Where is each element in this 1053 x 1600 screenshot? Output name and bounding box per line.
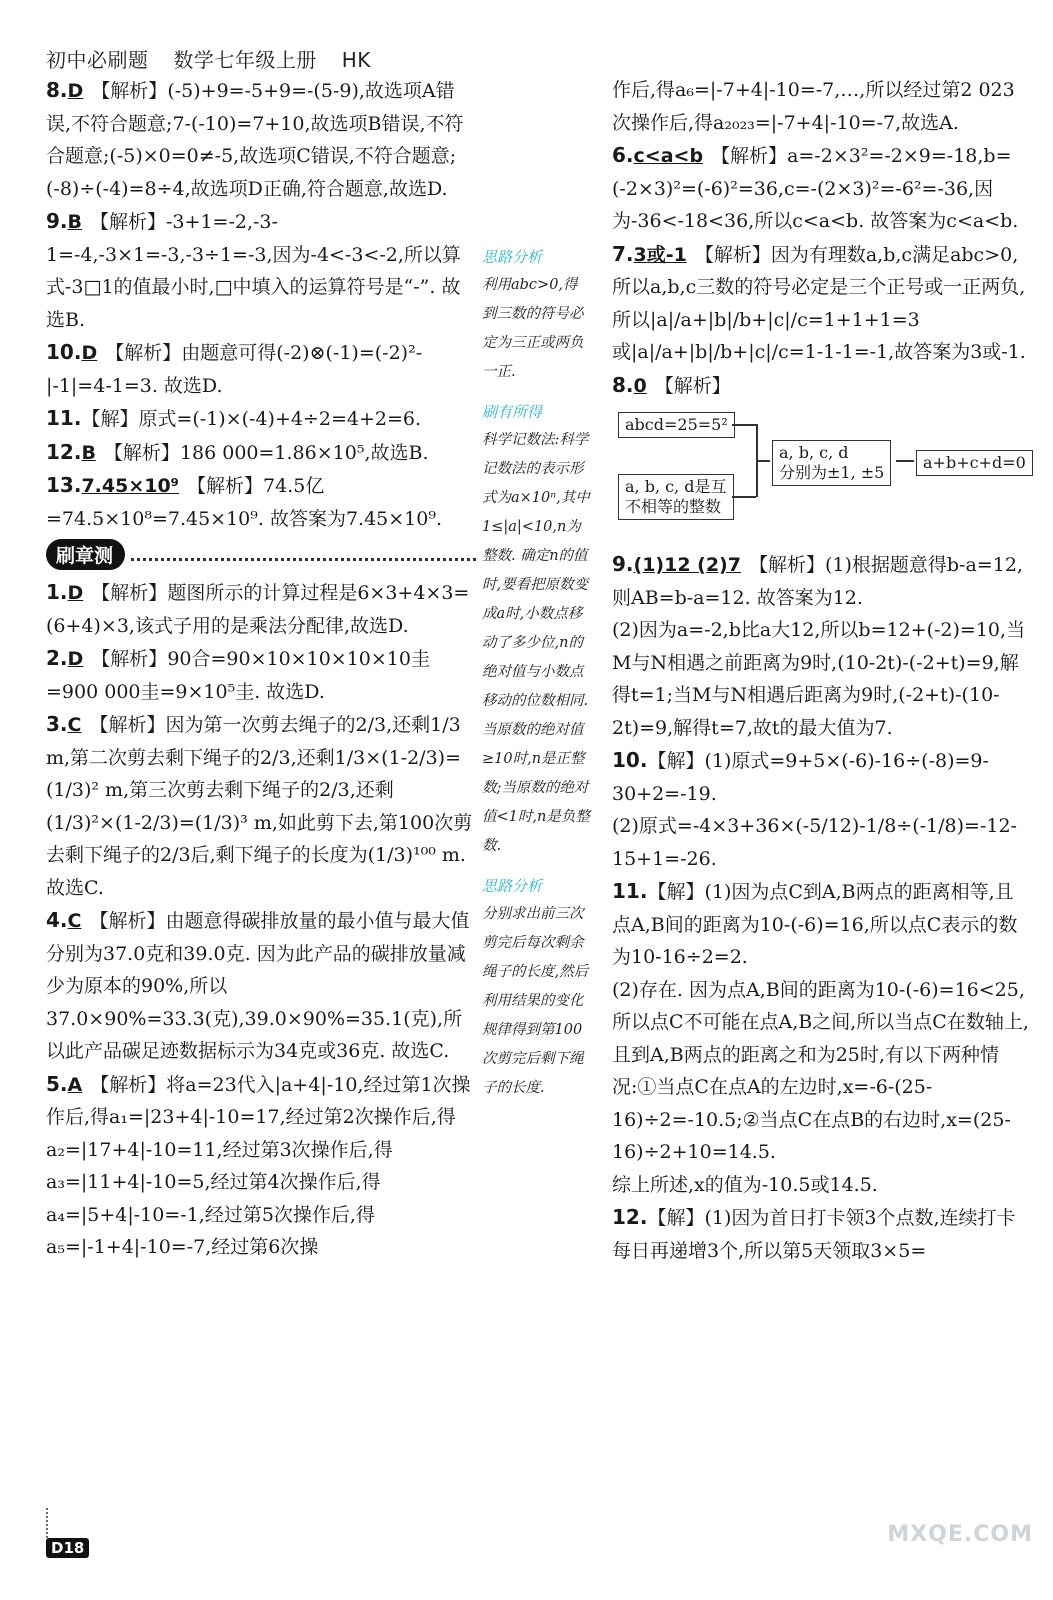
flow-text: a, b, c, d bbox=[625, 477, 695, 496]
answer-key: 0 bbox=[633, 374, 647, 397]
solution-text: 作后,得a₆=|-7+4|-10=-7,…,所以经过第2 023次操作后,得a₂₀₂₃=|-7+4|-10=-7,故选A. bbox=[612, 79, 1015, 134]
question-number: 2. bbox=[46, 646, 68, 670]
solution-text: 186 000=1.86×10⁵,故选B. bbox=[179, 441, 429, 464]
flow-box-distinct bbox=[618, 474, 734, 520]
question-number: 4. bbox=[46, 908, 68, 932]
answer-item bbox=[612, 238, 1032, 369]
solution-text: (1)原式=9+5×(-6)-16÷(-8)=9-30+2=-19. bbox=[612, 750, 989, 805]
answer-item bbox=[612, 74, 1032, 139]
answer-item bbox=[46, 336, 476, 402]
question-number: 12. bbox=[46, 439, 82, 464]
solution-text: 74.5亿=74.5×10⁸=7.45×10⁹. 故答案为7.45×10⁹. bbox=[46, 475, 443, 530]
solution-text: 因为第一次剪去绳子的2/3,还剩1/3 m,第二次剪去剩下绳子的2/3,还剩1/3×(1-2/3)=(1/3)² m,第三次剪去剩下绳子的2/3,还剩(1/3)²×(1-2/3)=(1/3)³ m,如此剪下去,第100次剪去剩下绳子的2/3后,剩下绳子的长度为(1/3)¹⁰⁰ m. 故选C. bbox=[46, 714, 473, 899]
answer-key: 7.45×10⁹ bbox=[81, 475, 179, 497]
answer-item bbox=[46, 402, 476, 436]
answer-key: A bbox=[67, 1073, 83, 1096]
flow-box-result: a+b+c+d=0 bbox=[916, 450, 1033, 476]
solution-tag: 【解】 bbox=[647, 1207, 705, 1229]
answer-key: c<a<b bbox=[633, 145, 704, 167]
answer-item bbox=[46, 708, 476, 904]
question-number: 13. bbox=[46, 473, 82, 497]
solution-text: (1)根据题意得b-a=12,则AB=b-a=12. 故答案为12. bbox=[612, 554, 1023, 609]
answer-item bbox=[612, 548, 1032, 614]
solution-text: (2)存在. 因为点A,B间的距离为10-(-6)=16<25,所以点C不可能在点A,B之间,所以当点C在数轴上,且到A,B两点的距离之和为25时,有以下两种情况:①当点C在点A的左边时,x=-6-(25-16)÷2=-10.5;②当点C在点B的右边时,x=(25-16)÷2+10=14.5. bbox=[612, 978, 1029, 1163]
note-text: 利用abc>0,得到三数的符号必定为三正或两负一正. bbox=[482, 277, 584, 380]
answer-item bbox=[612, 810, 1032, 875]
solution-tag: 【解析】 bbox=[654, 374, 731, 397]
answer-key: (1)12 (2)7 bbox=[633, 554, 741, 576]
answer-key: 3或-1 bbox=[633, 243, 687, 266]
solution-text: (1)因为首日打卡领3个点数,连续打卡每日再递增3个,所以第5天领取3×5= bbox=[612, 1207, 1016, 1262]
question-number: 8. bbox=[612, 372, 634, 397]
side-notes bbox=[482, 240, 592, 1117]
solution-text: 90合=90×10×10×10×10圭=900 000圭=9×10⁵圭. 故选D. bbox=[46, 648, 430, 703]
question-number: 9. bbox=[612, 552, 634, 576]
solution-text: 原式=(-1)×(-4)+4÷2=4+2=6. bbox=[138, 408, 422, 430]
solution-text: (2)原式=-4×3+36×(-5/12)-1/8÷(-1/8)=-12-15+1=-26. bbox=[612, 815, 1017, 870]
answer-item bbox=[46, 642, 476, 708]
flow-box-product: abcd=25=5² bbox=[618, 412, 735, 438]
page-number: D18 bbox=[46, 1538, 89, 1558]
page-header bbox=[46, 44, 389, 73]
solution-tag: 【解】 bbox=[81, 408, 139, 430]
note-title: 刷有所得 bbox=[482, 403, 543, 421]
answer-item bbox=[46, 205, 476, 336]
question-number: 10. bbox=[612, 748, 648, 772]
answer-key: D bbox=[67, 80, 84, 102]
subject-name: 数学七年级上册 bbox=[173, 48, 317, 72]
question-number: 5. bbox=[46, 1071, 68, 1096]
solution-text: 将a=23代入|a+4|-10,经过第1次操作后,得a₁=|23+4|-10=17,经过第2次操作后,得a₂=|17+4|-10=11,经过第3次操作后,得a₃=|11+4|-10=5,经过第4次操作后,得a₄=|5+4|-10=-1,经过第5次操作后,得a₅=|-1+4|-10=-7,经过第6次操 bbox=[46, 1073, 471, 1258]
note-text: 分别求出前三次剪完后每次剩余绳子的长度,然后利用结果的变化规律得到第100次剪完后剩下绳子的长度. bbox=[482, 906, 589, 1096]
answer-key: C bbox=[67, 714, 82, 736]
answer-item bbox=[612, 1169, 1032, 1202]
solution-tag: 【解析】 bbox=[91, 80, 168, 102]
answer-item bbox=[612, 744, 1032, 810]
answer-item bbox=[46, 576, 476, 642]
solution-tag: 【解析】 bbox=[91, 582, 168, 604]
answer-item bbox=[46, 74, 476, 205]
solution-text: 题图所示的计算过程是6×3+4×3=(6+4)×3,该式子用的是乘法分配律,故选D. bbox=[46, 582, 470, 637]
edition: HK bbox=[341, 48, 371, 72]
answer-key: B bbox=[81, 441, 96, 464]
section-divider bbox=[131, 548, 476, 561]
answer-key: D bbox=[67, 648, 84, 670]
answer-item bbox=[612, 614, 1032, 744]
solution-tag: 【解析】 bbox=[89, 910, 166, 932]
left-column bbox=[46, 74, 476, 1264]
solution-tag: 【解析】 bbox=[90, 1073, 167, 1096]
solution-text: 因为有理数a,b,c满足abc>0,所以a,b,c三数的符号必定是三个正号或一正两负,所以|a|/a+|b|/b+|c|/c=1+1+1=3或|a|/a+|b|/b+|c|/c=1-1-1=-1,故答案为3或-1. bbox=[612, 243, 1026, 363]
solution-tag: 【解】 bbox=[647, 750, 705, 772]
solution-tag: 【解析】 bbox=[103, 441, 180, 464]
answer-item bbox=[612, 1201, 1032, 1267]
solution-tag: 【解析】 bbox=[187, 475, 264, 497]
flow-arrow bbox=[756, 460, 770, 462]
question-number: 6. bbox=[612, 143, 634, 167]
note-title: 思路分析 bbox=[482, 877, 543, 895]
flow-text: 分别为±1, ±5 bbox=[779, 463, 885, 482]
solution-tag: 【解析】 bbox=[694, 243, 771, 266]
solution-tag: 【解析】 bbox=[748, 554, 825, 576]
solution-text: 综上所述,x的值为-10.5或14.5. bbox=[612, 1173, 878, 1196]
flow-diagram bbox=[612, 408, 1032, 538]
solution-tag: 【解析】 bbox=[89, 714, 166, 736]
flow-box-values bbox=[772, 440, 891, 486]
question-number: 11. bbox=[46, 406, 82, 430]
answer-item bbox=[612, 139, 1032, 238]
solution-text: -3+1=-2,-3-1=-4,-3×1=-3,-3÷1=-3,因为-4<-3<-2,所以算式-3□1的值最小时,□中填入的运算符号是“-”. 故选B. bbox=[46, 211, 461, 331]
flow-text: 不相等的整数 bbox=[625, 497, 722, 516]
solution-text: 由题意得碳排放量的最小值与最大值分别为37.0克和39.0克. 因为此产品的碳排放量减少为原本的90%,所以37.0×90%=33.3(克),39.0×90%=35.1(克),所以此产品碳足迹数据标示为34克或36克. 故选C. bbox=[46, 910, 470, 1062]
flow-text: a, b, c, d bbox=[779, 443, 849, 462]
answer-key: B bbox=[67, 211, 82, 233]
flow-arrow bbox=[896, 460, 914, 462]
watermark: MXQE.COM bbox=[887, 1522, 1033, 1547]
solution-text: 由题意可得(-2)⊗(-1)=(-2)²-|-1|=4-1=3. 故选D. bbox=[46, 342, 423, 397]
flow-text: 是互 bbox=[694, 477, 727, 496]
solution-tag: 【解析】 bbox=[105, 342, 182, 364]
answer-key: D bbox=[67, 582, 84, 604]
solution-text: (2)因为a=-2,b比a大12,所以b=12+(-2)=10,当M与N相遇之前距离为9时,(10-2t)-(-2+t)=9,解得t=1;当M与N相遇后距离为9时,(-2+t)-(10-2t)=9,解得t=7,故t的最大值为7. bbox=[612, 619, 1026, 739]
answer-item bbox=[46, 904, 476, 1068]
section-header bbox=[46, 539, 476, 570]
right-column bbox=[612, 74, 1032, 1267]
solution-text: (-5)+9=-5+9=-(5-9),故选项A错误,不符合题意;7-(-10)=7+10,故选项B错误,不符合题意;(-5)×0=0≠-5,故选项C错误,不符合题意;(-8)÷(-4)=8÷4,故选项D正确,符合题意,故选D. bbox=[46, 80, 464, 200]
solution-tag: 【解】 bbox=[647, 881, 705, 903]
solution-tag: 【解析】 bbox=[91, 648, 168, 670]
answer-key: C bbox=[67, 910, 82, 932]
question-number: 9. bbox=[46, 209, 68, 233]
answer-item bbox=[612, 875, 1032, 974]
question-number: 3. bbox=[46, 712, 68, 736]
answer-key: D bbox=[81, 342, 98, 364]
question-number: 11. bbox=[612, 879, 648, 903]
solution-text: a=-2×3²=-2×9=-18,b=(-2×3)²=(-6)²=36,c=-(2×3)²=-6²=-36,因为-36<-18<36,所以c<a<b. 故答案为c<a<b. bbox=[612, 145, 1019, 232]
solution-tag: 【解析】 bbox=[711, 145, 788, 167]
question-number: 1. bbox=[46, 580, 68, 604]
answer-item bbox=[46, 436, 476, 470]
question-number: 8. bbox=[46, 78, 68, 102]
flow-connector bbox=[732, 496, 756, 498]
answer-item bbox=[612, 369, 1032, 403]
note-title: 思路分析 bbox=[482, 248, 543, 266]
answer-item bbox=[46, 1068, 476, 1264]
answer-item bbox=[46, 469, 476, 535]
solution-text: (1)因为点C到A,B两点的距离相等,且点A,B间的距离为10-(-6)=16,所以点C表示的数为10-16÷2=2. bbox=[612, 881, 1018, 968]
question-number: 10. bbox=[46, 340, 82, 364]
note-text: 科学记数法:科学记数法的表示形式为a×10ⁿ,其中1≤|a|<10,n为整数. 确定n的值时,要看把原数变成a时,小数点移动了多少位,n的绝对值与小数点移动的位数相同. 当原数的绝对值≥10时,n是正整数;当原数的绝对值<1时,n是负整数. bbox=[482, 432, 590, 854]
solution-tag: 【解析】 bbox=[90, 211, 167, 233]
question-number: 7. bbox=[612, 241, 634, 266]
flow-connector bbox=[732, 424, 756, 426]
book-name: 初中必刷题 bbox=[46, 48, 149, 72]
question-number: 12. bbox=[612, 1205, 648, 1229]
answer-item bbox=[612, 974, 1032, 1169]
section-title: 刷章测 bbox=[46, 539, 125, 570]
